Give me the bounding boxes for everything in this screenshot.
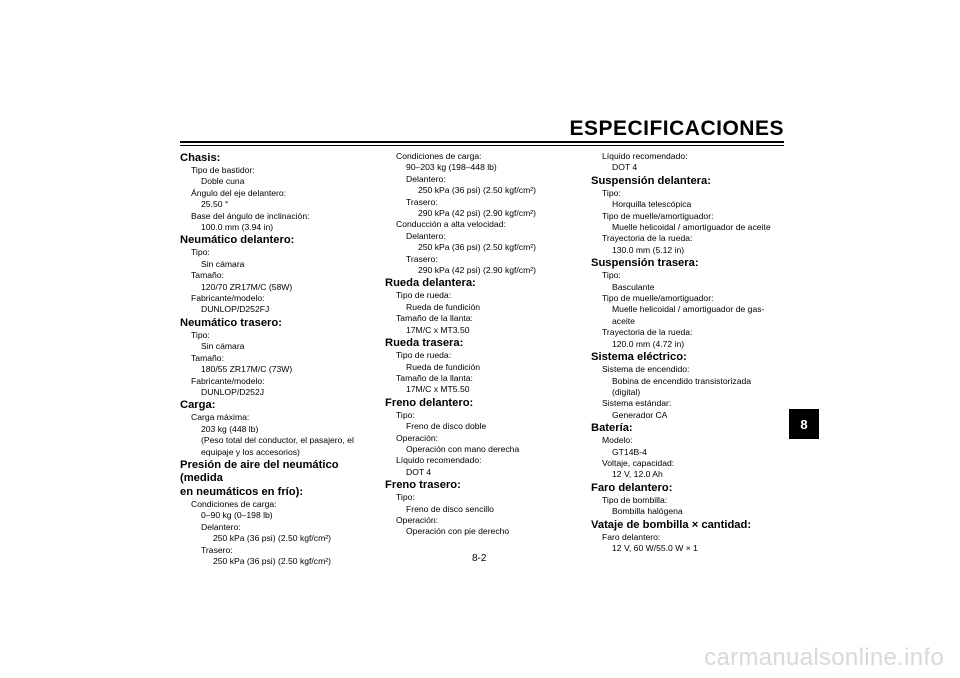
section-heading: en neumáticos en frío): [180, 485, 304, 498]
spec-line: Tamaño de la llanta: [396, 313, 473, 324]
spec-line: GT14B-4 [612, 446, 647, 457]
spec-line: Fabricante/modelo: [191, 293, 265, 304]
spec-line: Tipo: [602, 270, 621, 281]
spec-line: Horquilla telescópica [612, 199, 692, 210]
section-heading: Suspensión trasera: [591, 257, 699, 270]
spec-line: Trasero: [406, 253, 438, 264]
spec-line: 25.50 ° [201, 199, 229, 210]
spec-line: Sin cámara [201, 258, 245, 269]
spec-line: 0–90 kg (0–198 lb) [201, 510, 273, 521]
spec-line: Delantero: [406, 230, 446, 241]
section-heading: Carga: [180, 399, 216, 412]
spec-line: Basculante [612, 281, 655, 292]
spec-line: 250 kPa (36 psi) (2.50 kgf/cm²) [418, 242, 536, 253]
section-heading: Rueda delantera: [385, 277, 476, 290]
spec-line: 250 kPa (36 psi) (2.50 kgf/cm²) [418, 185, 536, 196]
spec-line: 12 V, 12.0 Ah [612, 469, 663, 480]
section-heading: Faro delantero: [591, 481, 673, 494]
chapter-tab: 8 [789, 409, 819, 439]
spec-line: (digital) [612, 386, 641, 397]
spec-line: Tipo: [191, 329, 210, 340]
spec-line: Conducción a alta velocidad: [396, 219, 506, 230]
spec-line: Trasero: [406, 196, 438, 207]
spec-line: Fabricante/modelo: [191, 375, 265, 386]
spec-line: 290 kPa (42 psi) (2.90 kgf/cm²) [418, 208, 536, 219]
spec-line: Trasero: [201, 544, 233, 555]
spec-line: 290 kPa (42 psi) (2.90 kgf/cm²) [418, 265, 536, 276]
spec-line: Trayectoria de la rueda: [602, 327, 693, 338]
spec-line: Operación con mano derecha [406, 443, 520, 454]
section-heading: Rueda trasera: [385, 337, 464, 350]
section-heading: Presión de aire del neumático (medida [180, 458, 339, 484]
spec-line: Ángulo del eje delantero: [191, 187, 287, 198]
section-heading: Neumático delantero: [180, 234, 295, 247]
spec-line: Delantero: [201, 521, 241, 532]
spec-line: Tamaño: [191, 270, 224, 281]
spec-line: 100.0 mm (3.94 in) [201, 222, 274, 233]
section-heading: Freno delantero: [385, 396, 474, 409]
spec-line: 120.0 mm (4.72 in) [612, 338, 685, 349]
spec-line: Muelle helicoidal / amortiguador de aceite [612, 222, 771, 233]
spec-line: 90–203 kg (198–448 lb) [406, 162, 497, 173]
page-title: ESPECIFICACIONES [569, 117, 784, 140]
spec-line: Bombilla halógena [612, 506, 683, 517]
spec-line: DUNLOP/D252J [201, 386, 265, 397]
spec-line: Tipo de rueda: [396, 290, 452, 301]
spec-line: Generador CA [612, 409, 668, 420]
spec-column-3 [591, 151, 791, 554]
spec-line: Modelo: [602, 435, 633, 446]
spec-line: Condiciones de carga: [191, 498, 277, 509]
spec-line: Rueda de fundición [406, 361, 481, 372]
spec-line: Tipo de muelle/amortiguador: [602, 210, 714, 221]
spec-line: Faro delantero: [602, 531, 661, 542]
spec-line: Tipo: [396, 492, 415, 503]
spec-line: Tamaño de la llanta: [396, 372, 473, 383]
spec-line: Condiciones de carga: [396, 151, 482, 161]
header-rule-thin [180, 145, 784, 146]
spec-line: Tipo de bastidor: [191, 165, 255, 175]
spec-line: Voltaje, capacidad: [602, 457, 675, 468]
spec-line: Bobina de encendido transistorizada [612, 375, 752, 386]
spec-line: Líquido recomendado: [602, 151, 688, 161]
spec-line: Freno de disco sencillo [406, 503, 494, 514]
header-rule-thick [180, 141, 784, 143]
spec-line: 130.0 mm (5.12 in) [612, 244, 685, 255]
spec-line: Delantero: [406, 173, 446, 184]
section-heading: Chasis: [180, 152, 221, 164]
spec-line: Tipo: [602, 187, 621, 198]
spec-line: equipaje y los accesorios) [201, 446, 300, 457]
spec-line: Sin cámara [201, 341, 245, 352]
spec-line: DOT 4 [612, 162, 638, 173]
spec-line: Operación: [396, 432, 439, 443]
spec-line: 17M/C x MT3.50 [406, 324, 470, 335]
spec-line: Tipo de rueda: [396, 350, 452, 361]
spec-line: Muelle helicoidal / amortiguador de gas- [612, 304, 765, 315]
spec-line: Líquido recomendado: [396, 455, 482, 466]
section-heading: Neumático trasero: [180, 316, 282, 329]
spec-line: 250 kPa (36 psi) (2.50 kgf/cm²) [213, 555, 331, 566]
spec-line: Freno de disco doble [406, 421, 487, 432]
spec-line: Tipo: [191, 247, 210, 258]
spec-line: 120/70 ZR17M/C (58W) [201, 281, 293, 292]
spec-line: Base del ángulo de inclinación: [191, 210, 310, 221]
spec-line: Tipo: [396, 409, 415, 420]
section-heading: Vataje de bombilla × cantidad: [591, 518, 752, 531]
spec-line: DOT 4 [406, 466, 432, 477]
page-number: 8-2 [472, 553, 487, 564]
section-heading: Freno trasero: [385, 479, 461, 492]
spec-line: Operación con pie derecho [406, 526, 510, 537]
spec-line: 180/55 ZR17M/C (73W) [201, 364, 293, 375]
spec-line: Doble cuna [201, 176, 245, 187]
watermark: carmanualsonline.info [704, 644, 944, 671]
spec-column-1 [180, 151, 375, 567]
spec-line: Tamaño: [191, 352, 224, 363]
spec-line: 17M/C x MT5.50 [406, 384, 470, 395]
section-heading: Batería: [591, 422, 633, 435]
section-heading: Sistema eléctrico: [591, 351, 687, 364]
spec-line: Operación: [396, 514, 439, 525]
spec-line: Sistema de encendido: [602, 364, 690, 375]
spec-line: Carga máxima: [191, 412, 250, 423]
spec-line: Trayectoria de la rueda: [602, 233, 693, 244]
spec-line: Rueda de fundición [406, 301, 481, 312]
spec-line: Tipo de muelle/amortiguador: [602, 293, 714, 304]
spec-line: (Peso total del conductor, el pasajero, el [201, 435, 354, 446]
spec-column-2 [385, 151, 580, 538]
spec-line: DUNLOP/D252FJ [201, 304, 270, 315]
section-heading: Suspensión delantera: [591, 174, 711, 187]
spec-line: Tipo de bombilla: [602, 494, 668, 505]
spec-line: 250 kPa (36 psi) (2.50 kgf/cm²) [213, 533, 331, 544]
spec-line: 203 kg (448 lb) [201, 423, 259, 434]
spec-line: aceite [612, 315, 635, 326]
spec-line: Sistema estándar: [602, 398, 672, 409]
spec-line: 12 V, 60 W/55.0 W × 1 [612, 542, 698, 553]
